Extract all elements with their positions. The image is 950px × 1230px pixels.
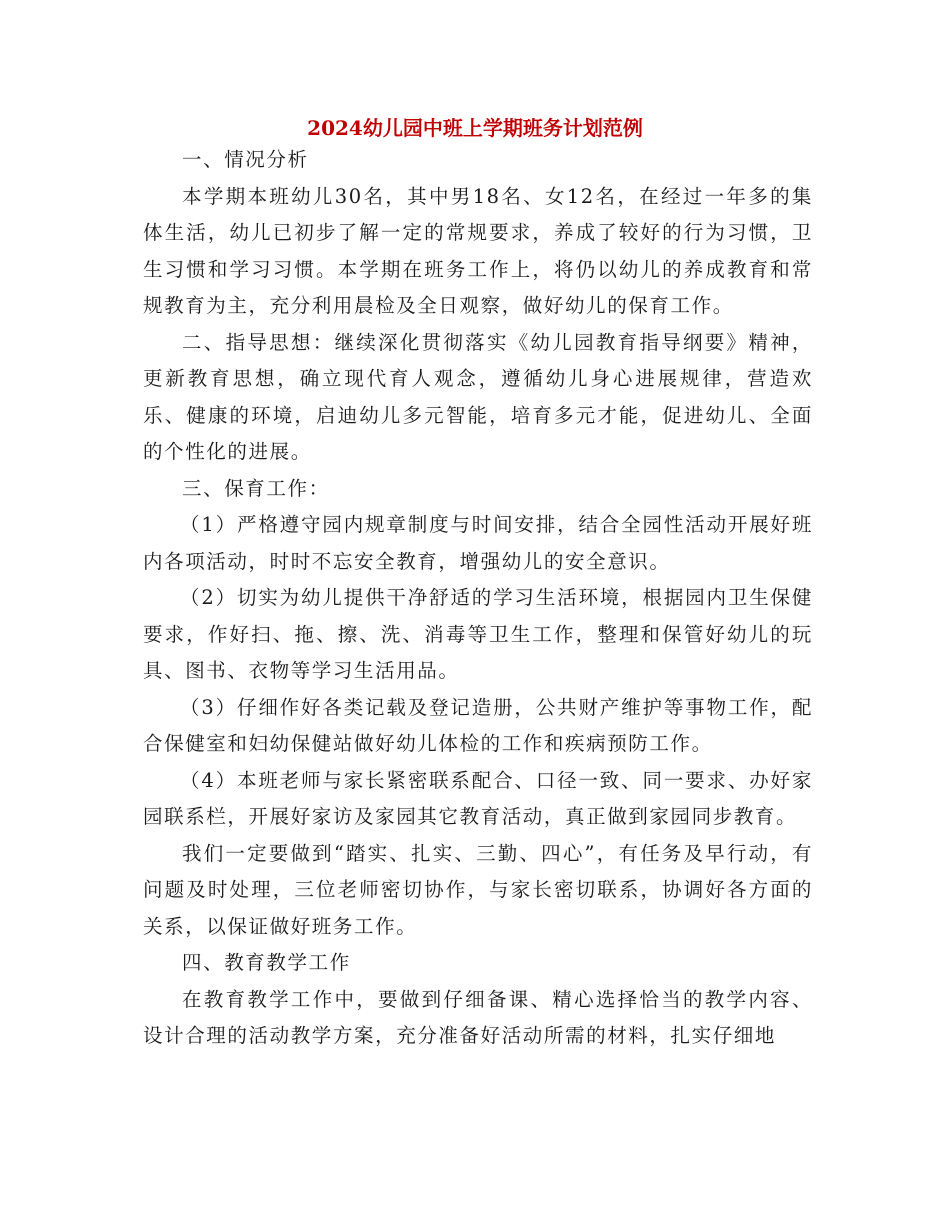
document-body [143, 142, 813, 1055]
paragraph-guiding-thought: 二、指导思想：继续深化贯彻落实《幼儿园教育指导纲要》精神，更新教育思想，确立现代育人观念，遵循幼儿身心进展规律，营造欢乐、健康的环境，启迪幼儿多元智能，培育多元才能，促进幼儿、全面的个性化的进展。 [143, 330, 813, 463]
section-heading-care-work: 三、保育工作： [182, 476, 330, 500]
document-title: 2024幼儿园中班上学期班务计划范例 [307, 116, 643, 140]
section-heading-situation: 一、情况分析 [182, 148, 309, 171]
section-heading-teaching: 四、教育教学工作 [182, 951, 351, 974]
list-item-care-2: （2）切实为幼儿提供干净舒适的学习生活环境，根据园内卫生保健要求，作好扫、拖、擦、洗、消毒等卫生工作，整理和保管好幼儿的玩具、图书、衣物等学习生活用品。 [143, 586, 813, 682]
list-item-care-4: （4）本班老师与家长紧密联系配合、口径一致、同一要求、办好家园联系栏，开展好家访及家园其它教育活动，真正做到家园同步教育。 [143, 768, 813, 828]
paragraph-commitment: 我们一定要做到“踏实、扎实、三勤、四心”，有任务及早行动，有问题及时处理，三位老师密切协作，与家长密切联系，协调好各方面的关系，以保证做好班务工作。 [143, 841, 813, 938]
list-item-care-1: （1）严格遵守园内规章制度与时间安排，结合全园性活动开展好班内各项活动，时时不忘安全教育，增强幼儿的安全意识。 [143, 513, 813, 573]
paragraph-class-overview: 本学期本班幼儿30名，其中男18名、女12名，在经过一年多的集体生活，幼儿已初步了解一定的常规要求，养成了较好的行为习惯，卫生习惯和学习习惯。本学期在班务工作上，将仍以幼儿的养成教育和常规教育为主，充分利用晨检及全日观察，做好幼儿的保育工作。 [143, 184, 813, 317]
list-item-care-3: （3）仔细作好各类记载及登记造册，公共财产维护等事物工作，配合保健室和妇幼保健站做好幼儿体检的工作和疾病预防工作。 [143, 695, 813, 755]
paragraph-teaching: 在教育教学工作中，要做到仔细备课、精心选择恰当的教学内容、设计合理的活动教学方案，充分准备好活动所需的材料，扎实仔细地 [143, 987, 813, 1047]
